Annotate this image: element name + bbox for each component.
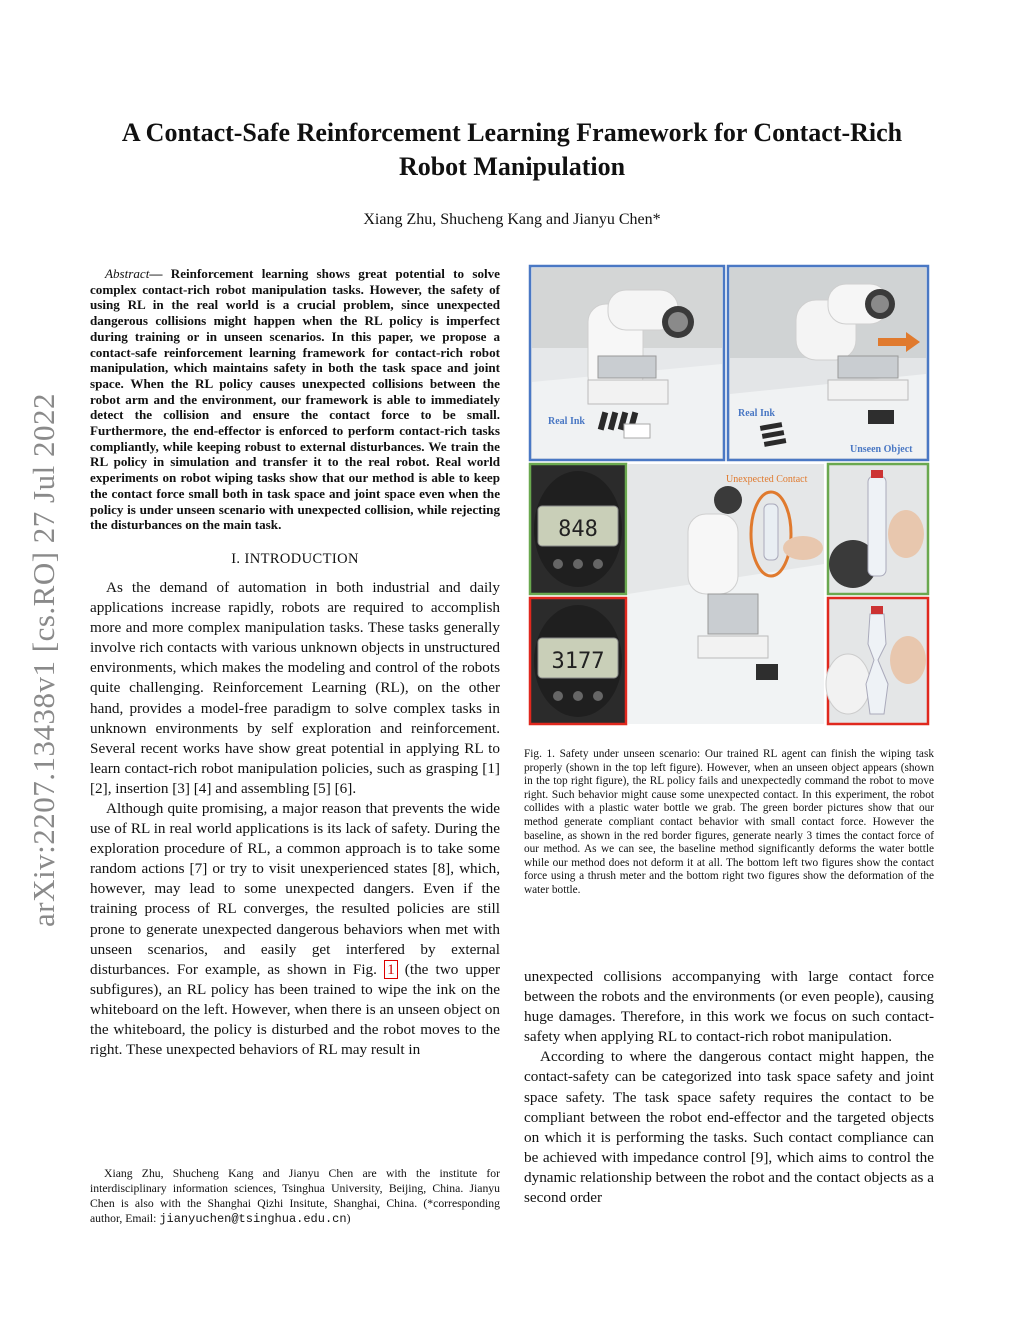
section-heading-introduction: I. INTRODUCTION — [231, 550, 359, 567]
title-line-2: Robot Manipulation — [398, 152, 626, 181]
author-email[interactable]: jianyuchen@tsinghua.edu.cn — [159, 1212, 347, 1226]
right-paragraph-1: unexpected collisions accompanying with large contact force between the robots and the environments (or even people), causing huge damages. Therefore, in this work we focus on such contact-safety when applying RL to contact-rich robot manipulation. — [524, 968, 934, 1046]
panel-bottle-green — [828, 464, 928, 594]
intro-paragraph-2 — [90, 799, 500, 1060]
label-unexpected-contact: Unexpected Contact — [726, 474, 808, 485]
figure-1-image — [528, 264, 930, 726]
footnote-close: ) — [346, 1212, 351, 1225]
right-column-text — [524, 967, 934, 1208]
right-paragraph-2: According to where the dangerous contact might happen, the contact-safety can be categorized into task space safety and joint space safety. The task space safety requires the contact to be compliant between the robot end-effector and the targeted objects on which it is performing the tasks. Such contact compliance can be achieved with impedance control [9], which aims to control the dynamic relationship between the robot and the contact objects as a second order — [524, 1048, 934, 1207]
figure-1-caption — [524, 748, 934, 898]
label-unseen-object: Unseen Object — [850, 444, 913, 455]
panel-top-left — [530, 266, 724, 460]
abstract — [90, 266, 500, 533]
meter-reading-top: 848 — [558, 517, 598, 542]
panel-center-collision — [628, 464, 824, 724]
footnote-text: Xiang Zhu, Shucheng Kang and Jianyu Chen are with the institute for interdisciplinary information sciences, Tsinghua University, Beijing, China. Jianyu Chen is also with the Shanghai Qizhi Insitute, Shanghai, China. (*corresponding author, Email: — [90, 1167, 500, 1225]
paper-title — [90, 116, 934, 184]
meter-reading-bottom: 3177 — [551, 649, 605, 674]
panel-meter-green — [530, 464, 626, 594]
abstract-text: — Reinforcement learning shows great potential to solve complex contact-rich robot manipulation tasks. However, the safety of using RL in the real world is a crucial problem, since unexpected dangerous collisions might happen when the RL policy is imperfect during training or in unseen scenarios. In this paper, we propose a contact-safe reinforcement learning framework for contact-rich robot manipulation, which maintains safety in both the task space and joint space. When the RL policy causes unexpected collisions between the robot arm and the environment, our framework is able to immediately detect the collision and ensure the contact force to be small. Furthermore, the end-effector is enforced to perform contact-rich tasks compliantly, while keeping robust to external disturbances. We train the RL policy in simulation and transfer it to the real robot. Real world experiments on robot wiping tasks show that our method is able to keep the contact force small both in task space and joint space even when the policy is under unseen scenario with unexpected collision, while rejecting the disturbances on the main task. — [90, 266, 500, 533]
intro-paragraph-1: As the demand of automation in both industrial and daily applications increase rapidly, robots are required to accomplish more and more complex manipulation tasks. These tasks generally involve rich contacts with various unknown objects in unstructured environments, which makes the modeling and control of the robots quite challenging. Reinforcement Learning (RL), on the other hand, provides a model-free paradigm to solve complex tasks in unknown environments by self exploration and reinforcement. Several recent works have show great potential in applying RL to learn contact-rich robot manipulation policies, such as grasping [1] [2], insertion [3] [4] and assembling [5] [6]. — [90, 578, 500, 797]
intro-paragraph-2-part-a: Although quite promising, a major reason that prevents the wide use of RL in real world applications is its lack of safety. During the exploration procedure of RL, a common approach is to take some random actions [7] or try to visit unexperienced states [8], which, however, may lead to some unexpected dangers. Even if the training process of RL converges, the resulted policies are still prone to generate unexpected dangerous behaviors when met with unseen scenarios, and easily get interfered by external disturbances. For example, as shown in Fig. — [90, 799, 500, 978]
panel-bottle-red — [826, 598, 928, 724]
intro-paragraph-2-part-b: (the two upper subfigures), an RL policy has been trained to wipe the ink on the whiteboard on the left. However, when there is an unseen object on the whiteboard, the policy is disturbed and the robot moves to the right. These unexpected behaviors of RL may result in — [90, 960, 501, 1059]
figure-1 — [528, 264, 930, 726]
figure-1-link[interactable]: 1 — [384, 960, 398, 979]
left-column — [90, 266, 500, 1060]
caption-text: Fig. 1. Safety under unseen scenario: Our trained RL agent can finish the wiping task properly (shown in the top left figure). However, when an unseen object appears (shown in the top right figure), the RL policy fails and unexpectedly command the robot to move right. Such behavior might cause some unexpected contact. In this experiment, the robot collides with a plastic water bottle we grab. The green border pictures show that our method generate compliant contact behavior with small contact force. However the baseline, as shown in the red border figures, generate nearly 3 times the contact force of our method. As we can see, the baseline method significantly deforms the water bottle while our method does not deform it at all. The bottom left two figures show the contact force using a thrush meter and the bottom right two figures show the deformation of the water bottle. — [524, 748, 934, 896]
abstract-label: Abstract — [105, 266, 150, 281]
label-real-ink-top-right: Real Ink — [738, 408, 775, 419]
label-real-ink-top-left: Real Ink — [548, 416, 585, 427]
title-line-1: A Contact-Safe Reinforcement Learning Framework for Contact-Rich — [121, 118, 903, 147]
author-footnote — [90, 1166, 500, 1227]
arxiv-id: arXiv:2207.13438v1 [cs.RO] 27 Jul 2022 — [26, 393, 61, 927]
panel-meter-red — [530, 598, 626, 724]
authors: Xiang Zhu, Shucheng Kang and Jianyu Chen* — [363, 211, 661, 228]
arxiv-sidebar — [18, 360, 70, 960]
panel-top-right — [728, 266, 928, 460]
